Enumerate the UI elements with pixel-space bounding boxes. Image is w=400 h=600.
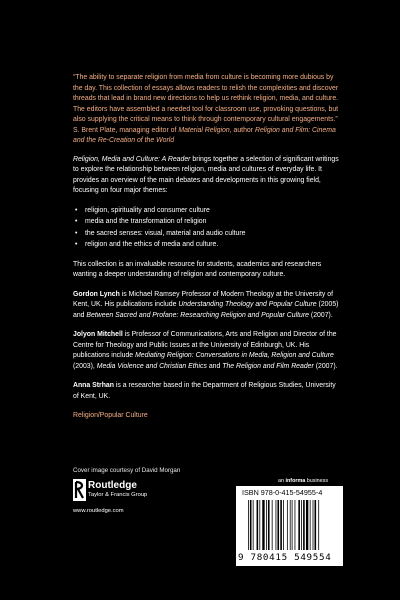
theme-item: • the sacred senses: visual, material and audio culture xyxy=(73,228,341,240)
barcode-icon xyxy=(246,500,336,550)
theme-item: • media and the transformation of religion xyxy=(73,216,341,228)
isbn-number: ISBN 978-0-415-54955-4 xyxy=(242,488,323,497)
bio-text: (2005) and xyxy=(73,301,339,319)
bio-jolyon-mitchell xyxy=(73,330,341,372)
bio-text: (2007). xyxy=(308,311,333,319)
bio-text: (2007). xyxy=(313,362,338,370)
bio-book: Understanding Theology and Popular Culture xyxy=(178,301,317,309)
bio-book: Media Violence and Christian Ethics xyxy=(96,362,207,370)
cover-text xyxy=(73,73,341,421)
bio-book: The Religion and Film Reader xyxy=(222,362,314,370)
publisher-url: www.routledge.com xyxy=(73,508,124,514)
themes-list xyxy=(73,205,341,251)
publisher-block xyxy=(73,479,193,519)
attribution-mid: , author xyxy=(229,126,255,134)
informa-prefix: an xyxy=(278,478,286,484)
theme-item: • religion and the ethics of media and culture. xyxy=(73,239,341,251)
isbn-barcode-box xyxy=(236,486,343,566)
cover-image-credit: Cover image courtesy of David Morgan xyxy=(73,467,181,474)
informa-brand: informa xyxy=(285,478,306,484)
bio-text: and xyxy=(206,362,223,370)
endorsement-quote xyxy=(73,73,341,147)
barcode-number: 9 780415 549554 xyxy=(238,552,332,563)
publisher-subtitle: Taylor & Francis Group xyxy=(88,492,148,498)
attribution-book-1: Material Religion xyxy=(178,126,230,134)
author-name: Jolyon Mitchell xyxy=(73,331,123,339)
informa-suffix: business xyxy=(305,478,329,484)
bio-text: is Michael Ramsey Professor of Modern Theology at the University of Kent, UK. His publications include xyxy=(73,290,334,309)
author-name: Anna Strhan xyxy=(73,382,114,390)
theme-item: • religion, spirituality and consumer culture xyxy=(73,205,341,217)
book-title: Religion, Media and Culture: A Reader xyxy=(73,155,191,163)
bio-text: (2003), xyxy=(73,362,97,370)
quote-attribution xyxy=(73,127,336,145)
subject-category: Religion/Popular Culture xyxy=(73,412,148,420)
bio-gordon-lynch xyxy=(73,290,341,322)
publisher-name: Routledge xyxy=(88,480,137,491)
bio-text: is a researcher based in the Department of Religious Studies, University of Kent, UK. xyxy=(73,382,336,400)
bio-anna-strhan xyxy=(73,381,341,402)
bio-text: is Professor of Communications, Arts and Religion and Director of the Centre for Theology and Public Issues at the University of Edinburgh, UK. His publications include xyxy=(73,331,337,360)
quote-text: “The ability to separate religion from media from culture is becoming more dubious by the day. This collection of essays allows readers to relish the complexities and discover threads that lead in brand new directions to help us rethink religion, media, and culture. The editors have assembled a needed tool for classroom use, provoking questions, but also supplying the critical means to think through contemporary cultural engagements.” xyxy=(73,74,339,123)
attribution-book-2: Religion and Film: Cinema and the Re-Creation of the World xyxy=(73,126,336,144)
attribution-prefix: S. Brent Plate, managing editor of xyxy=(73,126,179,134)
book-description xyxy=(73,155,341,197)
bio-book: Mediating Religion: Conversations in Media, Religion and Culture xyxy=(135,352,334,360)
informa-business-label xyxy=(278,478,328,484)
collection-summary: This collection is an invaluable resource for students, academics and researchers wanting a deeper understanding of religion and contemporary culture. xyxy=(73,260,322,279)
description-text: brings together a selection of significant writings to explore the relationship between religion, media and cultures of everyday life. It provides an overview of the main debates and developments in this growing field, focusing on four major themes: xyxy=(73,155,339,194)
routledge-logo-icon xyxy=(73,479,86,501)
bio-book: Between Sacred and Profane: Researching Religion and Popular Culture xyxy=(86,311,309,319)
author-name: Gordon Lynch xyxy=(73,290,120,298)
